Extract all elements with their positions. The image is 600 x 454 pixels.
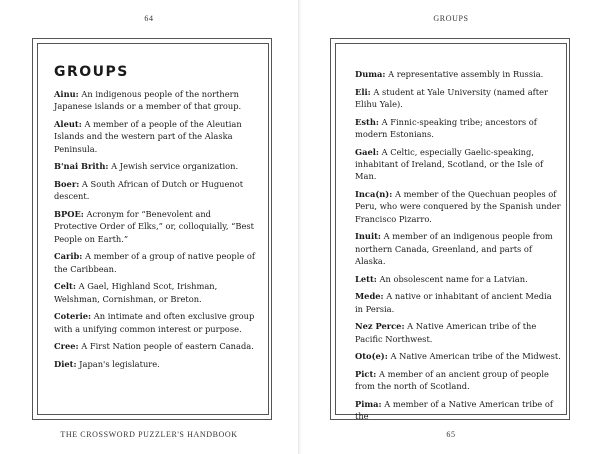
entry-term: Boer: [54,179,80,189]
entry-term: Coterie: [54,311,92,322]
entry-definition: Acronym for “Benevolent and Protective Order of Elks,” or, colloquially, “Best People on Earth.” [54,209,254,244]
glossary-entry [54,118,256,155]
entry-definition: A student at Yale University (named after Elihu Yale). [355,86,548,109]
entry-term: Nez Perce: [355,321,405,332]
entry-definition: A member of a Native American tribe of the [355,399,553,422]
entry-term: Cree: [54,341,79,352]
left-content [54,64,256,376]
entry-definition: A member of an indigenous people from northern Canada, Greenland, and parts of Alaska. [355,231,553,267]
entry-term: Esth: [355,116,379,127]
entry-definition: A native or inhabitant of ancient Media in Persia. [355,291,552,314]
glossary-entry [355,398,561,423]
right-page [302,0,600,454]
left-page-number: 64 [144,14,154,23]
glossary-entry [355,86,561,111]
entry-term: Gael: [355,146,379,157]
glossary-entry [355,188,561,225]
entry-term: BPOE: [54,209,84,219]
glossary-entry [355,273,561,285]
glossary-entry [54,250,256,275]
entry-term: B'nai Brith: [54,161,109,172]
glossary-entry [355,368,561,393]
left-footer: THE CROSSWORD PUZZLER'S HANDBOOK [60,430,238,439]
entry-definition: An intimate and often exclusive group with a unifying common interest or purpose. [54,311,255,334]
entry-definition: A member of a group of native people of the Caribbean. [54,251,255,274]
glossary-entry [54,208,256,245]
glossary-entry [355,320,561,345]
entry-term: Inuit: [355,231,381,242]
left-page [0,0,298,454]
right-entry-list [355,68,561,423]
entry-definition: Japan's legislature. [79,359,160,369]
entry-term: Ainu: [54,89,79,99]
glossary-entry [54,88,256,113]
entry-definition: A Native American tribe of the Midwest. [390,351,561,362]
entry-definition: A Celtic, especially Gaelic-speaking, inhabitant of Ireland, Scotland, or the Isle of Man. [355,146,544,182]
glossary-entry [355,350,561,362]
entry-term: Mede: [355,291,384,302]
right-running-head: GROUPS [433,14,469,23]
glossary-entry [54,280,256,305]
entry-term: Duma: [355,69,386,79]
left-entry-list [54,88,256,370]
entry-definition: A Gael, Highland Scot, Irishman, Welshman, Cornishman, or Breton. [54,281,218,304]
glossary-entry [355,290,561,315]
entry-definition: A member of the Quechuan peoples of Peru, who were conquered by the Spanish under Francisco Pizarro. [355,189,561,224]
glossary-entry [54,310,256,335]
entry-definition: A member of an ancient group of people from the north of Scotland. [355,369,549,392]
entry-term: Celt: [54,281,76,292]
glossary-entry [54,160,256,172]
entry-term: Lett: [355,273,377,284]
entry-definition: A member of a people of the Aleutian Islands and the western part of the Alaska Peninsula. [54,119,242,154]
entry-definition: An obsolescent name for a Latvian. [379,273,528,284]
entry-term: Diet: [54,359,77,369]
right-content [355,68,561,428]
glossary-entry [54,358,256,370]
glossary-entry [355,146,561,183]
entry-definition: A First Nation people of eastern Canada. [81,341,254,352]
entry-term: Eli: [355,86,371,97]
glossary-entry [54,178,256,203]
entry-term: Oto(e): [355,351,388,362]
right-page-number: 65 [446,430,456,439]
glossary-entry [355,68,561,80]
entry-definition: A Jewish service organization. [111,161,239,172]
entry-term: Pict: [355,369,377,379]
entry-term: Pima: [355,399,382,409]
entry-term: Aleut: [54,119,82,129]
glossary-entry [355,116,561,141]
entry-term: Carib: [54,251,83,262]
entry-definition: An indigenous people of the northern Japanese islands or a member of that group. [54,89,242,112]
entry-definition: A Finnic-speaking tribe; ancestors of modern Estonians. [355,116,537,139]
entry-definition: A representative assembly in Russia. [388,69,544,79]
entry-definition: A South African of Dutch or Huguenot descent. [54,179,244,202]
page-title: GROUPS [54,64,129,80]
entry-definition: A Native American tribe of the Pacific Northwest. [355,321,537,344]
glossary-entry [355,230,561,267]
glossary-entry [54,340,256,352]
entry-term: Inca(n): [355,189,393,199]
